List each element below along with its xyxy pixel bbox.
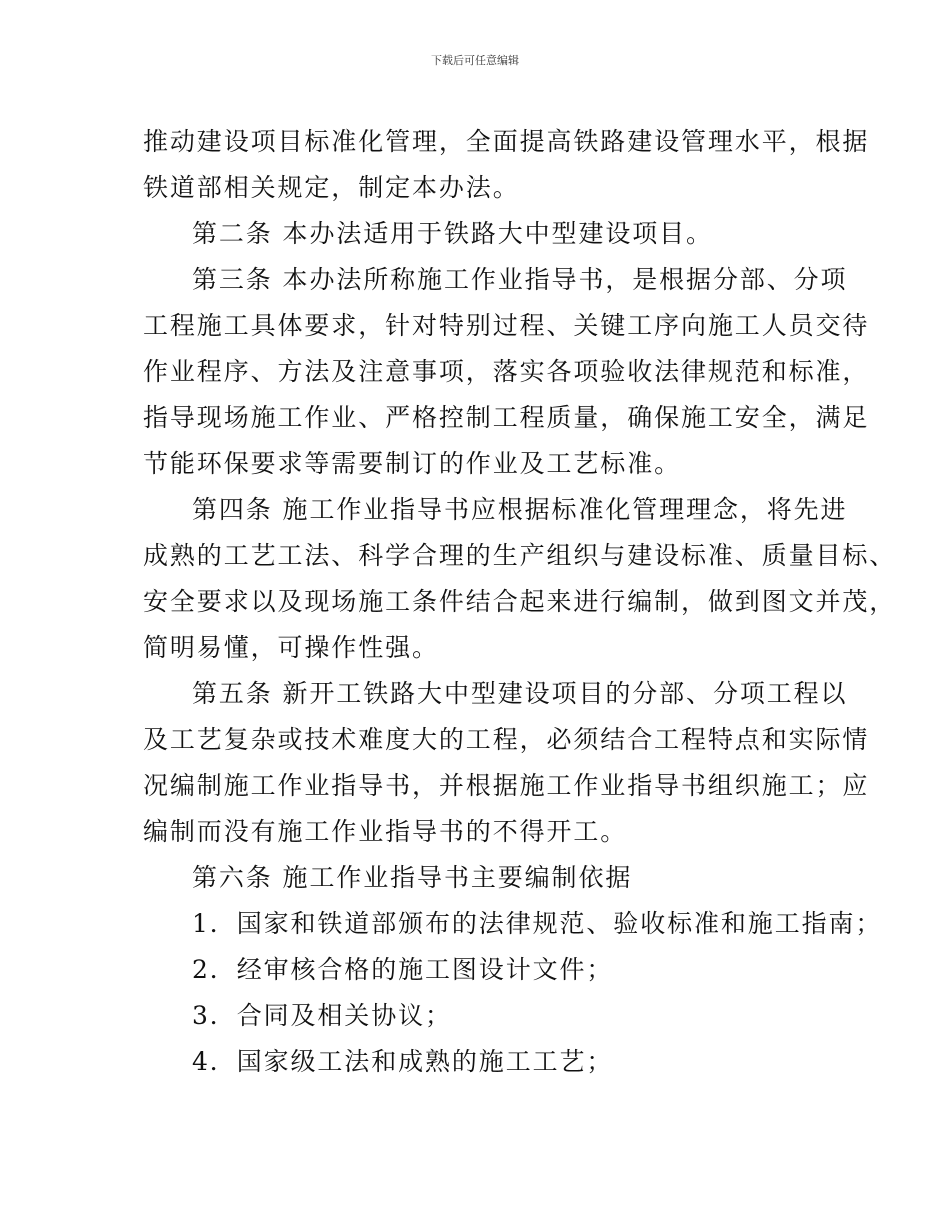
text-line: 安全要求以及现场施工条件结合起来进行编制，做到图文并茂， bbox=[143, 587, 897, 616]
text-line: 第五条 新开工铁路大中型建设项目的分部、分项工程以 bbox=[192, 679, 848, 708]
text-line: 3．合同及相关协议； bbox=[192, 1001, 452, 1030]
header-text: 下载后可任意编辑 bbox=[431, 54, 519, 67]
text-line: 作业程序、方法及注意事项，落实各项验收法律规范和标准， bbox=[143, 357, 870, 386]
text-line: 工程施工具体要求，针对特别过程、关键工序向施工人员交待 bbox=[143, 311, 870, 340]
text-line: 成熟的工艺工法、科学合理的生产组织与建设标准、质量目标、 bbox=[143, 541, 897, 570]
text-line: 编制而没有施工作业指导书的不得开工。 bbox=[143, 817, 628, 846]
text-line: 铁道部相关规定，制定本办法。 bbox=[143, 173, 520, 202]
text-line: 4．国家级工法和成熟的施工工艺； bbox=[192, 1047, 614, 1076]
text-line: 节能环保要求等需要制订的作业及工艺标准。 bbox=[143, 449, 682, 478]
text-line: 况编制施工作业指导书，并根据施工作业指导书组织施工；应 bbox=[143, 771, 870, 800]
text-line: 指导现场施工作业、严格控制工程质量，确保施工安全，满足 bbox=[143, 403, 870, 432]
text-line: 简明易懂，可操作性强。 bbox=[143, 633, 439, 662]
text-line: 第四条 施工作业指导书应根据标准化管理理念，将先进 bbox=[192, 495, 848, 524]
text-line: 第三条 本办法所称施工作业指导书，是根据分部、分项 bbox=[192, 265, 848, 294]
text-line: 第二条 本办法适用于铁路大中型建设项目。 bbox=[192, 219, 713, 248]
text-line: 第六条 施工作业指导书主要编制依据 bbox=[192, 863, 633, 892]
text-line: 及工艺复杂或技术难度大的工程，必须结合工程特点和实际情 bbox=[143, 725, 870, 754]
text-line: 1．国家和铁道部颁布的法律规范、验收标准和施工指南； bbox=[192, 909, 883, 938]
document-body bbox=[143, 119, 897, 1085]
page-header bbox=[0, 54, 950, 68]
text-line: 推动建设项目标准化管理，全面提高铁路建设管理水平，根据 bbox=[143, 127, 870, 156]
text-line: 2．经审核合格的施工图设计文件； bbox=[192, 955, 614, 984]
